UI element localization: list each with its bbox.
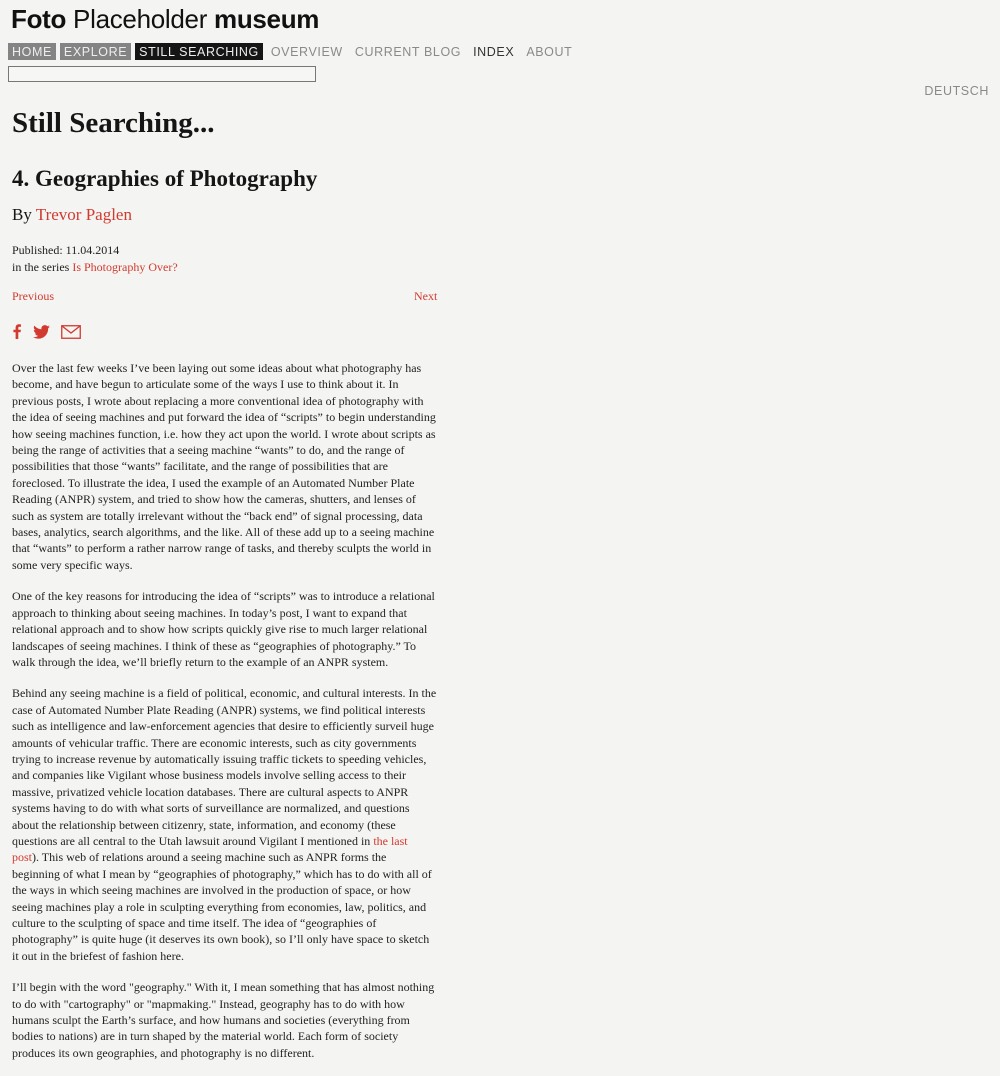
nav-item-explore[interactable]: EXPLORE [60,43,131,60]
article-body [12,360,437,1076]
site-logo[interactable] [11,4,319,35]
language-switch-link[interactable]: DEUTSCH [924,84,989,98]
nav-item-about[interactable]: ABOUT [526,45,573,59]
article-title: 4. Geographies of Photography [12,166,318,191]
logo-regular: Placeholder [73,4,208,34]
nav-item-current-blog[interactable]: CURRENT BLOG [354,45,462,59]
article-paragraph: I’ll begin with the word "geography." With it, I mean something that has almost nothing to do with "cartography" or "mapmaking." Instead, geography has to do with how humans sculpt the Earth’s surface, and how humans and societies (everything from bodies to nations) are in turn shaped by the material world. Each form of society produces its own geographies, and photography is no different. [12,980,435,1060]
article-paragraph: One of the key reasons for introducing the idea of “scripts” was to introduce a relational approach to thinking about seeing machines. In today’s post, I want to expand that relational approach and to show how scripts quickly give rise to much larger relational landscapes of seeing machines. I think of these as “geographies of photography.” To walk through the idea, we’ll briefly return to the example of an ANPR system. [12,589,435,669]
main-nav [8,43,576,60]
series-prefix: in the series [12,259,70,274]
logo-tail: museum [214,4,320,34]
paragraph-text: ). This web of relations around a seeing machine such as ANPR forms the beginning of what I mean by “geographies of photography,” which has to do with all of the ways in which seeing machines are involved in the production of space, or how seeing machines play a role in sculpting everything from economies, law, politics, and culture to the sculpting of space and time itself. The idea of “geographies of photography” is quite huge (it deserves its own book), so I’ll only have space to sketch it out in the briefest of fashion here. [12,850,432,963]
series-line [12,259,178,276]
byline-prefix: By [12,205,32,224]
nav-item-overview[interactable]: OVERVIEW [270,45,343,59]
share-bar [12,324,81,339]
mail-icon[interactable] [61,325,81,339]
article-paragraph: Over the last few weeks I’ve been laying out some ideas about what photography has become, and have begun to articulate some of the ways I use to think about it. In previous posts, I wrote about replacing a more conventional idea of photography with the idea of seeing machines and put forward the idea of “scripts” to begin understanding how seeing machines function, i.e. how they act upon the world. I wrote about scripts as being the range of activities that a seeing machine “wants” to do, and the range of possibilities that those “wants” facilitate, and the range of possibilities that are foreclosed. To illustrate the idea, I used the example of an Automated Number Plate Reading (ANPR) system, and tried to show how the cameras, shutters, and lenses of such as system are totally irrelevant without the “back end” of signal processing, data bases, analytics, search algorithms, and the like. All of these add up to a seeing machine that “wants” to perform a rather narrow range of tasks, and thereby sculpts the world in some very specific ways. [12,361,436,572]
series-link[interactable]: Is Photography Over? [72,259,178,274]
article-meta [12,242,178,275]
last-post-link[interactable]: the last post [12,833,408,865]
paragraph-text: Behind any seeing machine is a field of political, economic, and cultural interests. In the case of Automated Number Plate Reading (ANPR) systems, we find political interests such as intelligence and law-enforcement agencies that desire to efficiently surveil huge amounts of vehicular traffic. There are economic interests, such as city governments trying to increase revenue by automatically issuing traffic tickets to speeding vehicles, and companies like Vigilant whose business models involve selling access to their massive, privatized vehicle location databases. There are cultural aspects to ANPR systems having to do with what sorts of surveillance are normalized, and questions about the relationship between citizenry, state, information, and economy (these questions are all central to the Utah lawsuit around Vigilant I mentioned in [12,686,437,848]
next-link[interactable]: Next [414,289,438,303]
facebook-icon[interactable] [12,324,22,339]
nav-item-home[interactable]: HOME [8,43,56,60]
nav-item-index[interactable]: INDEX [473,45,515,59]
published-date: Published: 11.04.2014 [12,243,120,257]
section-title: Still Searching... [12,107,215,139]
logo-bold: Foto [11,4,67,34]
author-link[interactable]: Trevor Paglen [35,205,132,224]
previous-link[interactable]: Previous [12,289,54,303]
search-input[interactable] [8,66,316,82]
twitter-icon[interactable] [33,325,50,339]
nav-item-still-searching[interactable]: STILL SEARCHING [135,43,263,60]
article-paragraph [12,685,437,964]
byline [12,205,132,225]
